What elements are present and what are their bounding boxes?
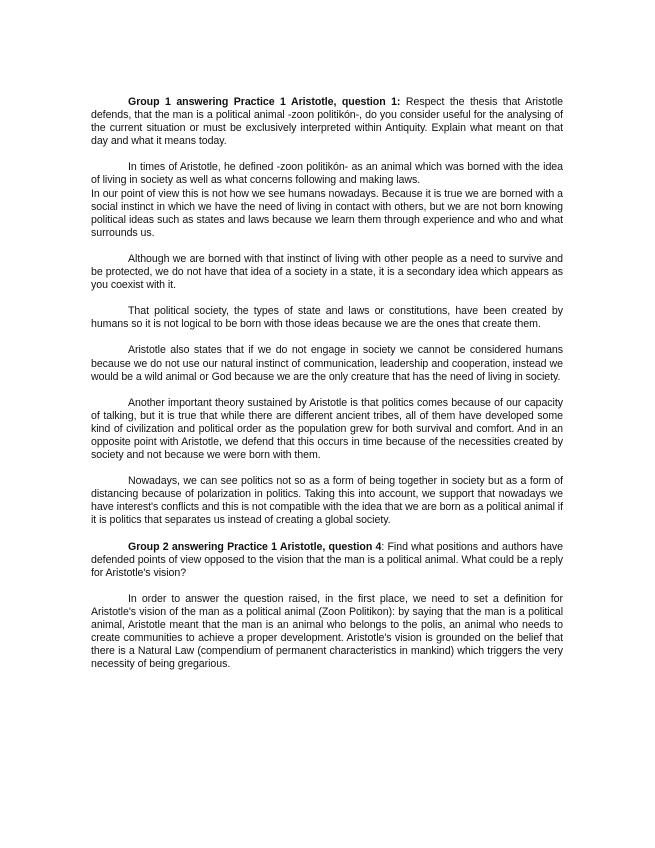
group2-heading: Group 2 answering Practice 1 Aristotle, question 4 bbox=[128, 540, 382, 553]
paragraph-1: In times of Aristotle, he defined -zoon politikón- as an animal which was borned with the idea of living in society as well as what concerns following and making laws. bbox=[91, 161, 563, 187]
group1-heading: Group 1 answering Practice 1 Aristotle, question 1: bbox=[128, 96, 401, 108]
paragraph-5: Aristotle also states that if we do not engage in society we cannot be considered humans because we do not use our natural instinct of communication, leadership and cooperation, instead we would be a wild animal or God because we are the only creature that has the need of living in society. bbox=[91, 344, 563, 383]
paragraph-6: Another important theory sustained by Aristotle is that politics comes because of our capacity of talking, but it is true that while there are different ancient tribes, all of them have developed some kind of civilization and political order as the population grew for both survival and comfort. And in an opposite point with Aristotle, we defend that this occurs in time because of the necessities created by society and not because we were born with them. bbox=[91, 396, 563, 462]
paragraph-7: Nowadays, we can see politics not so as a form of being together in society but as a form of distancing because of polarization in politics. Taking this into account, we support that nowadays we have interest's conflicts and this is not compatible with the idea that we are born as a political animal if it is politics that separates us instead of creating a global society. bbox=[91, 475, 563, 527]
group1-question-text: Respect the thesis that Aristotle defends, that the man is a political animal -zoon politikón-, do you consider useful for the analysing of the current situation or must be exclusively interpreted within Antiquity. Explain what meant on that day and what it means today. bbox=[91, 96, 563, 148]
paragraph-group2-question bbox=[91, 541, 563, 580]
paragraph-9: In order to answer the question raised, in the first place, we need to set a definition for Aristotle's vision of the man as a political animal (Zoon Politikon): by saying that the man is a political animal, Aristotle meant that the man is an animal who belongs to the polis, an animal who needs to create communities to achieve a proper development. Aristotle's vision is grounded on the belief that there is a Natural Law (compendium of permanent characteristics in mankind) which triggers the very necessity of being gregarious. bbox=[91, 592, 563, 671]
paragraph-4: That political society, the types of state and laws or constitutions, have been created by humans so it is not logical to be born with those ideas because we are the ones that create them. bbox=[91, 305, 563, 331]
paragraph-2: In our point of view this is not how we see humans nowadays. Because it is true we are borned with a social instinct in which we have the need of living in contact with others, but we are not born knowing political ideas such as states and laws because we learn them through experience and who and what surrounds us. bbox=[91, 187, 563, 239]
paragraph-group1-question bbox=[91, 96, 563, 148]
group2-question-text: : Find what positions and authors have defended points of view opposed to the vision that the man is a political animal. What could be a reply for Aristotle's vision? bbox=[91, 540, 563, 579]
paragraph-3: Although we are borned with that instinct of living with other people as a need to survive and be protected, we do not have that idea of a society in a state, it is a secondary idea which appears as you coexist with it. bbox=[91, 252, 563, 292]
